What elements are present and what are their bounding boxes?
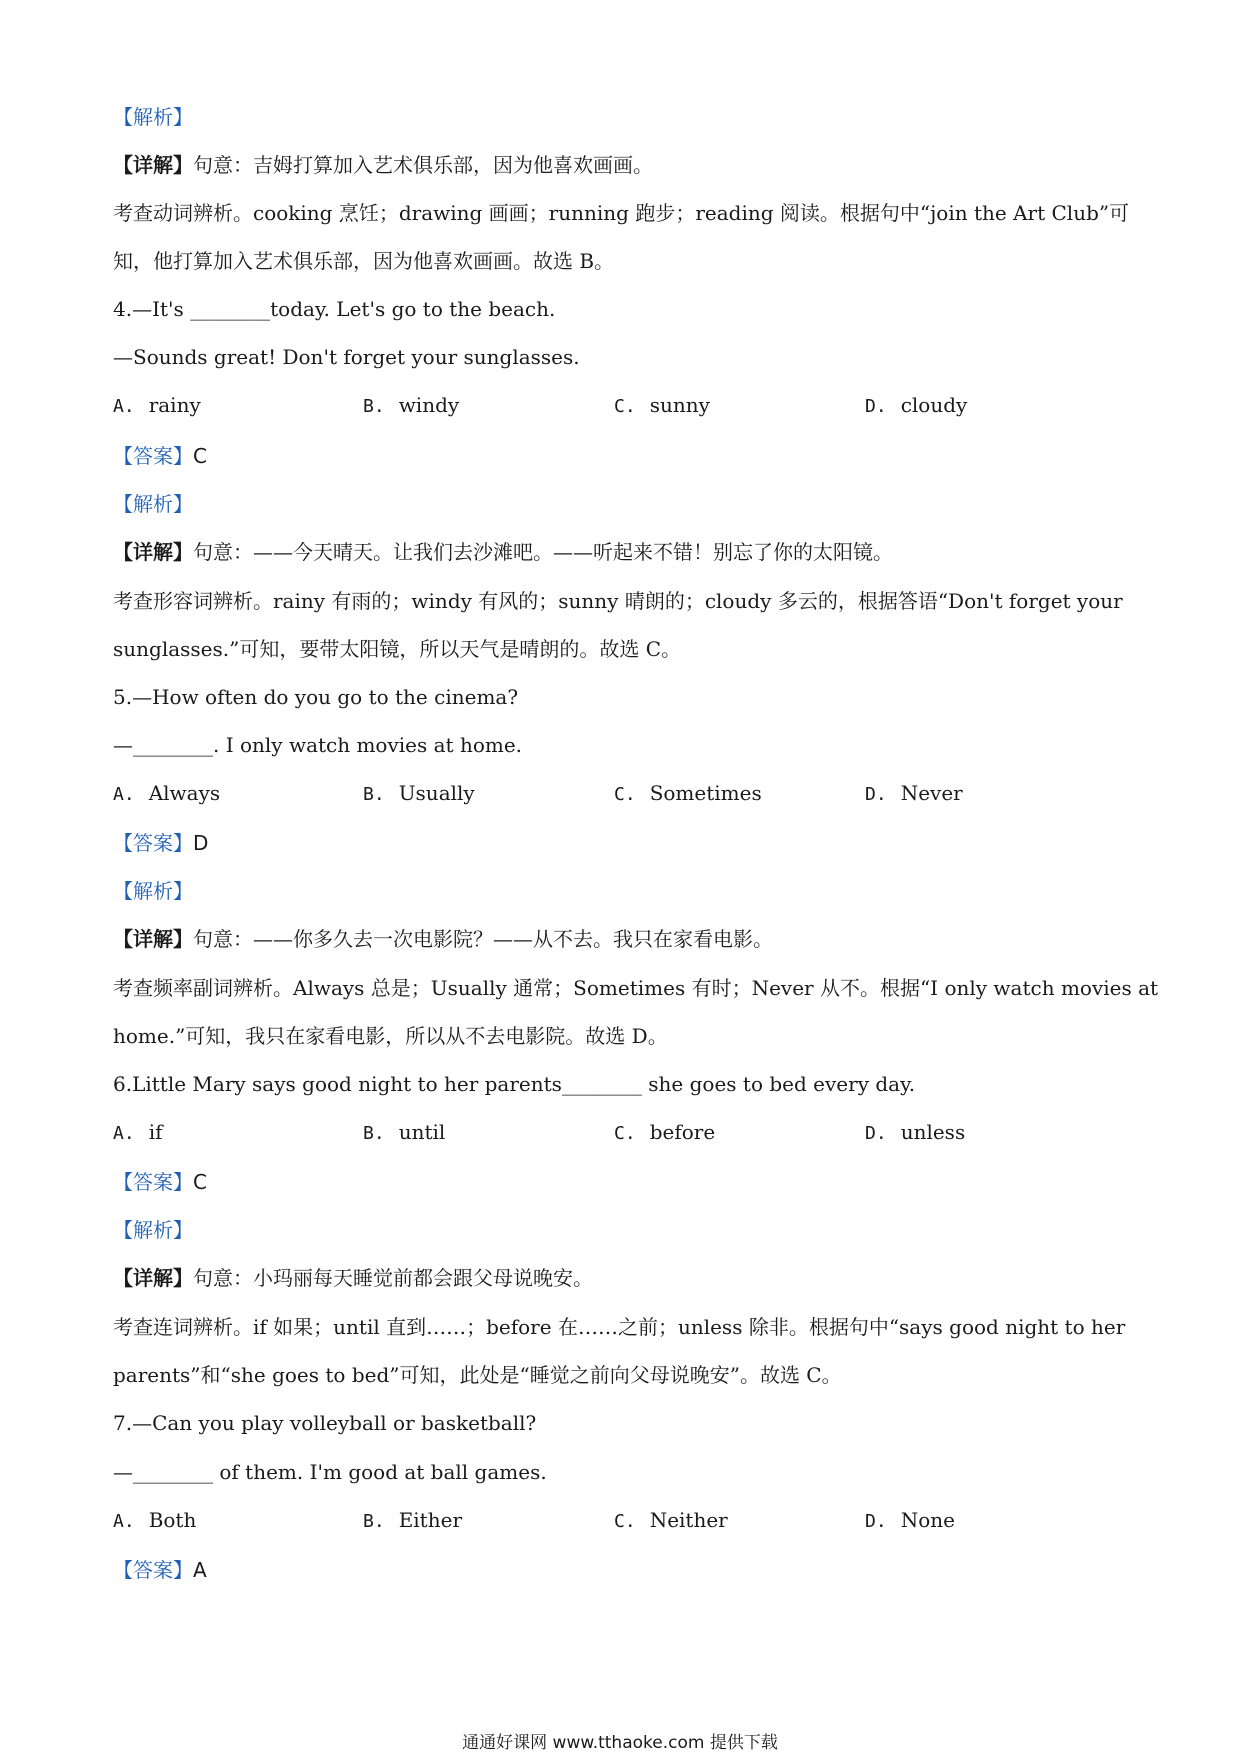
answer-line bbox=[113, 443, 207, 469]
answer-tag: 【答案】 bbox=[113, 444, 193, 468]
analysis-label: 【解析】 bbox=[113, 879, 193, 903]
analysis-label: 【解析】 bbox=[113, 105, 193, 129]
answer-tag: 【答案】 bbox=[113, 831, 193, 855]
answer-tag: 【答案】 bbox=[113, 1170, 193, 1194]
option-a: A. if bbox=[113, 1120, 163, 1144]
option-d: D. Never bbox=[865, 781, 963, 805]
detail-paragraph bbox=[113, 539, 893, 565]
detail-paragraph bbox=[113, 1265, 593, 1291]
answer-line bbox=[113, 1557, 207, 1583]
detail-text: 句意：——今天晴天。让我们去沙滩吧。——听起来不错！别忘了你的太阳镜。 bbox=[193, 540, 893, 564]
question-5-stem: 5.—How often do you go to the cinema? bbox=[113, 685, 519, 709]
answer-line bbox=[113, 830, 208, 856]
detail-paragraph bbox=[113, 152, 653, 178]
explanation-line: 考查动词辨析。cooking 烹饪；drawing 画画；running 跑步；reading 阅读。根据句中“join the Art Club”可 bbox=[113, 201, 1130, 225]
option-a: A. rainy bbox=[113, 393, 201, 417]
analysis-label: 【解析】 bbox=[113, 1218, 193, 1242]
option-d: D. unless bbox=[865, 1120, 966, 1144]
explanation-line: 考查频率副词辨析。Always 总是；Usually 通常；Sometimes 有时；Never 从不。根据“I only watch movies at bbox=[113, 976, 1159, 1000]
detail-tag: 【详解】 bbox=[113, 540, 193, 564]
explanation-line: sunglasses.”可知，要带太阳镜，所以天气是晴朗的。故选 C。 bbox=[113, 637, 682, 661]
answer-line bbox=[113, 1169, 207, 1195]
detail-text: 句意：——你多久去一次电影院？——从不去。我只在家看电影。 bbox=[193, 927, 773, 951]
analysis-label: 【解析】 bbox=[113, 492, 193, 516]
option-a: A. Both bbox=[113, 1508, 197, 1532]
explanation-line: home.”可知，我只在家看电影，所以从不去电影院。故选 D。 bbox=[113, 1024, 668, 1048]
option-c: C. Sometimes bbox=[614, 781, 762, 805]
detail-text: 句意：小玛丽每天睡觉前都会跟父母说晚安。 bbox=[193, 1266, 593, 1290]
answer-value: C bbox=[193, 444, 207, 468]
explanation-line: 考查形容词辨析。rainy 有雨的；windy 有风的；sunny 晴朗的；cloudy 多云的，根据答语“Don't forget your bbox=[113, 589, 1123, 613]
question-7-stem: 7.—Can you play volleyball or basketball? bbox=[113, 1411, 537, 1435]
question-4-stem-2: —Sounds great! Don't forget your sunglasses. bbox=[113, 345, 580, 369]
question-5-stem-2: —________. I only watch movies at home. bbox=[113, 733, 523, 757]
option-a: A. Always bbox=[113, 781, 221, 805]
option-c: C. Neither bbox=[614, 1508, 728, 1532]
option-b: B. Usually bbox=[363, 781, 475, 805]
option-b: B. Either bbox=[363, 1508, 462, 1532]
option-b: B. windy bbox=[363, 393, 460, 417]
explanation-line: parents”和“she goes to bed”可知，此处是“睡觉之前向父母说晚安”。故选 C。 bbox=[113, 1363, 842, 1387]
option-c: C. sunny bbox=[614, 393, 710, 417]
question-6-stem: 6.Little Mary says good night to her parents________ she goes to bed every day. bbox=[113, 1072, 916, 1096]
question-7-stem-2: —________ of them. I'm good at ball games. bbox=[113, 1460, 547, 1484]
explanation-line: 考查连词辨析。if 如果；until 直到……；before 在……之前；unless 除非。根据句中“says good night to her bbox=[113, 1315, 1126, 1339]
detail-paragraph bbox=[113, 926, 773, 952]
answer-value: C bbox=[193, 1170, 207, 1194]
page-footer: 通通好课网 www.tthaoke.com 提供下载 bbox=[462, 1733, 778, 1753]
question-4-stem: 4.—It's ________today. Let's go to the beach. bbox=[113, 297, 556, 321]
answer-value: D bbox=[193, 831, 209, 855]
option-d: D. None bbox=[865, 1508, 955, 1532]
answer-tag: 【答案】 bbox=[113, 1558, 193, 1582]
option-c: C. before bbox=[614, 1120, 716, 1144]
option-b: B. until bbox=[363, 1120, 446, 1144]
detail-tag: 【详解】 bbox=[113, 153, 193, 177]
explanation-line: 知，他打算加入艺术俱乐部，因为他喜欢画画。故选 B。 bbox=[113, 249, 615, 273]
answer-value: A bbox=[193, 1558, 207, 1582]
option-d: D. cloudy bbox=[865, 393, 968, 417]
detail-text: 句意：吉姆打算加入艺术俱乐部，因为他喜欢画画。 bbox=[193, 153, 653, 177]
detail-tag: 【详解】 bbox=[113, 927, 193, 951]
detail-tag: 【详解】 bbox=[113, 1266, 193, 1290]
